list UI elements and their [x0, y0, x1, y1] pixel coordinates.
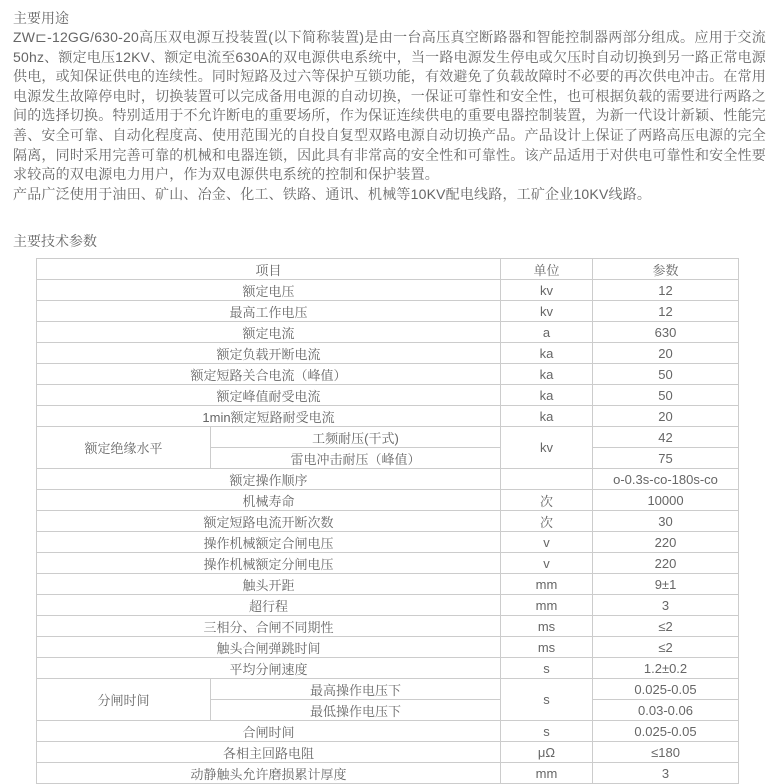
table-row [37, 637, 739, 658]
table-cell: 1.2±0.2 [593, 658, 739, 679]
table-row [37, 679, 739, 700]
table-cell: 额定负载开断电流 [37, 343, 501, 364]
table-row [37, 385, 739, 406]
table-cell [501, 469, 593, 490]
table-row [37, 322, 739, 343]
table-cell: kv [501, 280, 593, 301]
table-row [37, 532, 739, 553]
table-cell: 0.03-0.06 [593, 700, 739, 721]
table-cell: 次 [501, 511, 593, 532]
table-cell: 42 [593, 427, 739, 448]
table-row [37, 406, 739, 427]
table-cell: ≤2 [593, 637, 739, 658]
table-row [37, 595, 739, 616]
table-cell: ms [501, 616, 593, 637]
table-cell: s [501, 658, 593, 679]
table-cell: s [501, 721, 593, 742]
table-row [37, 721, 739, 742]
table-cell: 额定操作顺序 [37, 469, 501, 490]
table-cell: 雷电冲击耐压（峰值） [211, 448, 501, 469]
table-row [37, 364, 739, 385]
table-cell: kv [501, 301, 593, 322]
table-cell: 动静触头允许磨损累计厚度 [37, 763, 501, 784]
table-cell: 额定电流 [37, 322, 501, 343]
table-cell: 20 [593, 406, 739, 427]
table-row [37, 616, 739, 637]
table-cell: kv [501, 427, 593, 469]
table-cell: 额定峰值耐受电流 [37, 385, 501, 406]
table-cell: o-0.3s-co-180s-co [593, 469, 739, 490]
table-cell: ka [501, 406, 593, 427]
table-cell: s [501, 679, 593, 721]
usage-paragraph: ZW⊏-12GG/630-20高压双电源互投装置(以下简称装置)是由一台高压真空断路器和智能控制器两部分组成。应用于交流50hz、额定电压12KV、额定电流至630A的双电源供电系统中，当一路电源发生停电或欠压时自动切换到另一路正常电源供电，或知保证供电的连续性。同时短路及过六等保护互锁功能，有效避免了负载故障时不必要的再次供电冲击。在常用电源发生故障停电时，切换装置可以完成备用电源的自动切换，一保证可靠性和安全性，也可根据负载的需要进行两路之间的选择切换。特别适用于不允许断电的重要场所，作为保证连续供电的重要电器控制装置，为新一代设计新颖、性能完善、安全可靠、自动化程度高、使用范围光的自投自复型双路电源自动切换产品。产品设计上保证了两路高压电源的完全隔离，同时采用完善可靠的机械和电器连锁，因此具有非常高的安全性和可靠性。该产品适用于对供电可靠性和安全性要求较高的双电源电力用户，作为双电源供电系统的控制和保护装置。 [13, 29, 766, 183]
table-cell: mm [501, 763, 593, 784]
table-row [37, 763, 739, 784]
table-row [37, 511, 739, 532]
params-table [36, 258, 739, 784]
table-cell: 0.025-0.05 [593, 721, 739, 742]
table-cell: 额定短路电流开断次数 [37, 511, 501, 532]
table-row [37, 301, 739, 322]
table-cell: 额定短路关合电流（峰值） [37, 364, 501, 385]
table-header-unit: 单位 [501, 259, 593, 280]
table-row [37, 574, 739, 595]
table-header-value: 参数 [593, 259, 739, 280]
table-cell: ka [501, 385, 593, 406]
table-header-row [37, 259, 739, 280]
table-row [37, 343, 739, 364]
table-row [37, 427, 739, 448]
table-cell: 合闸时间 [37, 721, 501, 742]
table-cell: 触头开距 [37, 574, 501, 595]
params-section-title: 主要技术参数 [13, 233, 97, 250]
table-cell: μΩ [501, 742, 593, 763]
usage-paragraph-applications: 产品广泛使用于油田、矿山、冶金、化工、铁路、通讯、机械等10KV配电线路，工矿企业10KV线路。 [13, 185, 652, 202]
table-cell: 触头合闸弹跳时间 [37, 637, 501, 658]
table-cell: v [501, 532, 593, 553]
table-cell: 最高工作电压 [37, 301, 501, 322]
table-cell: 各相主回路电阻 [37, 742, 501, 763]
table-row [37, 280, 739, 301]
table-cell: 额定电压 [37, 280, 501, 301]
params-table-body [37, 280, 739, 784]
table-cell: 30 [593, 511, 739, 532]
table-cell: a [501, 322, 593, 343]
table-cell: 50 [593, 385, 739, 406]
table-cell: 12 [593, 280, 739, 301]
usage-section-title: 主要用途 [13, 10, 69, 26]
table-cell: 220 [593, 553, 739, 574]
table-cell: ≤180 [593, 742, 739, 763]
table-row [37, 469, 739, 490]
table-cell: 次 [501, 490, 593, 511]
table-cell: ms [501, 637, 593, 658]
table-row [37, 490, 739, 511]
table-cell: 9±1 [593, 574, 739, 595]
table-cell: 分闸时间 [37, 679, 211, 721]
table-cell: 75 [593, 448, 739, 469]
table-cell: 630 [593, 322, 739, 343]
table-cell: ka [501, 364, 593, 385]
table-cell: 机械寿命 [37, 490, 501, 511]
table-cell: 平均分闸速度 [37, 658, 501, 679]
table-cell: v [501, 553, 593, 574]
table-cell: 超行程 [37, 595, 501, 616]
table-row [37, 553, 739, 574]
table-row [37, 742, 739, 763]
table-cell: 20 [593, 343, 739, 364]
table-row [37, 658, 739, 679]
table-cell: 220 [593, 532, 739, 553]
table-cell: mm [501, 595, 593, 616]
table-cell: 3 [593, 763, 739, 784]
table-cell: 1min额定短路耐受电流 [37, 406, 501, 427]
table-cell: mm [501, 574, 593, 595]
table-cell: 操作机械额定分闸电压 [37, 553, 501, 574]
table-cell: 三相分、合闸不同期性 [37, 616, 501, 637]
table-cell: 工频耐压(干式) [211, 427, 501, 448]
table-cell: 10000 [593, 490, 739, 511]
table-cell: 最高操作电压下 [211, 679, 501, 700]
table-cell: 最低操作电压下 [211, 700, 501, 721]
table-cell: 3 [593, 595, 739, 616]
table-header-item: 项目 [37, 259, 501, 280]
table-cell: ≤2 [593, 616, 739, 637]
table-cell: 额定绝缘水平 [37, 427, 211, 469]
table-cell: 12 [593, 301, 739, 322]
table-cell: 50 [593, 364, 739, 385]
table-cell: 操作机械额定合闸电压 [37, 532, 501, 553]
table-cell: 0.025-0.05 [593, 679, 739, 700]
table-cell: ka [501, 343, 593, 364]
